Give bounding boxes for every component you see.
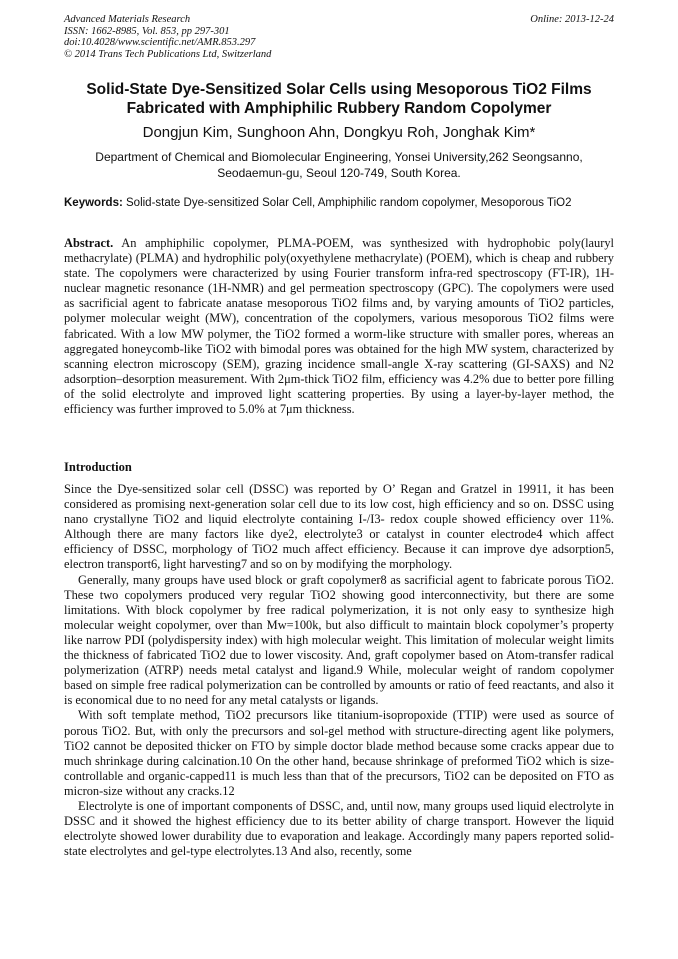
keywords-text: Solid-state Dye-sensitized Solar Cell, Amphiphilic random copolymer, Mesoporous TiO2 [126,197,572,209]
paper-title [64,80,614,118]
title-line-1: Solid-State Dye-Sensitized Solar Cells using Mesoporous TiO2 Films [86,81,592,98]
intro-paragraph-4: Electrolyte is one of important components of DSSC, and, until now, many groups used liquid electrolyte in DSSC and it showed the highest efficiency due to its better ability of charge transport. However the liquid electrolyte showed lower durability due to evaporation and leakage. Accordingly many papers reported solid-state electrolytes and gel-type electrolytes.13 And also, recently, some [64,798,614,859]
online-date: Online: 2013-12-24 [530,14,614,25]
abstract-label: Abstract. [64,236,114,250]
introduction-body [64,482,614,859]
abstract-text: An amphiphilic copolymer, PLMA-POEM, was synthesized with hydrophobic poly(lauryl methacrylate) (PLMA) and hydrophilic poly(oxyethylene methacrylate) (POEM), which is cheap and rubbery state. The copolymers were characterized by using Fourier transform infra-red spectroscopy (FT-IR), 1H-nuclear magnetic resonance (1H-NMR) and gel permeation spectroscopy (GPC). The copolymers were used as sacrificial agent to fabricate anatase mesoporous TiO2 films and, by varying amounts of TiO2 particles, polymer molecular weight (MW), concentration of the copolymers, various mesoporous TiO2 films were fabricated. With a low MW polymer, the TiO2 formed a worm-like structure with smaller pores, whereas an aggregated honeycomb-like TiO2 with bimodal pores was obtained for the high MW system, characterized by scanning electron microscopy (SEM), grazing incidence small-angle X-ray scattering (GI-SAXS) and N2 adsorption–desorption measurement. With 2μm-thick TiO2 film, efficiency was 4.2% due to better pore filling of the solid electrolyte and improved light scattering properties. By using a layer-by-layer method, the efficiency was further improved to 5.0% at 7μm thickness. [64,236,614,417]
doi-line: doi:10.4028/www.scientific.net/AMR.853.297 [64,37,256,49]
intro-paragraph-3: With soft template method, TiO2 precursors like titanium-isopropoxide (TTIP) were used as source of porous TiO2. But, with only the precursors and sol-gel method with structure-directing agent like polymers, TiO2 cannot be deposited thicker on FTO by simple doctor blade method because some cracks appear due to much shrinkage during calcination.10 On the other hand, because shrinkage of preformed TiO2 which is size-controllable and organic-capped11 is much less than that of the precursors, TiO2 can be deposited on FTO as micron-size without any cracks.12 [64,708,614,798]
keywords [64,197,618,209]
affiliation [80,149,598,181]
journal-name: Advanced Materials Research [64,14,191,25]
affiliation-line-2: Seodaemun-gu, Seoul 120-749, South Korea. [217,166,461,180]
intro-paragraph-2: Generally, many groups have used block or graft copolymer8 as sacrificial agent to fabricate porous TiO2. These two copolymers produced very regular TiO2 showing good interconnectivity, but there are some limitations. With block copolymer by free radical polymerization, it is not only easy to synthesize high molecular weight copolymer, over than Mw=100k, but also difficult to maintain block copolymer’s property like narrow PDI (polydispersity index) with high molecular weight. This limitation of molecular weight limits the thickness of fabricated TiO2 due to lower viscosity. And, graft copolymer based on Atom-transfer radical polymerization (ATRP) needs metal catalyst and ligand.9 While, molecular weight of random copolymer based on simple free radical polymerization can be controlled by amounts or ratio of feed reactants, and also it is economical due to no need for any metal catalysts or ligands. [64,572,614,708]
affiliation-line-1: Department of Chemical and Biomolecular Engineering, Yonsei University,262 Seongsanno, [95,150,583,164]
intro-paragraph-1: Since the Dye-sensitized solar cell (DSSC) was reported by O’ Regan and Gratzel in 19911, it has been considered as promising next-generation solar cell due to its low cost, high efficiency and so on. DSSC using nano crystallyne TiO2 and liquid electrolyte containing I-/I3- redox couple showed efficiency over 11%. Although there are many factors like dye2, electrolyte3 or catalyst in counter electrode4 which affect efficiency of DSSC, morphology of TiO2 much affect efficiency. Because it can improve dye adsorption5, electron transport6, light harvesting7 and so on by modifying the morphology. [64,482,614,572]
title-line-2: Fabricated with Amphiphilic Rubbery Random Copolymer [126,100,552,117]
section-heading-introduction: Introduction [64,460,132,474]
issn-line: ISSN: 1662-8985, Vol. 853, pp 297-301 [64,25,230,37]
abstract [64,236,614,417]
journal-header [64,14,614,60]
author-list: Dongjun Kim, Sunghoon Ahn, Dongkyu Roh, Jonghak Kim* [142,124,536,141]
copyright-line: © 2014 Trans Tech Publications Ltd, Switzerland [64,48,272,60]
keywords-label: Keywords: [64,197,123,209]
